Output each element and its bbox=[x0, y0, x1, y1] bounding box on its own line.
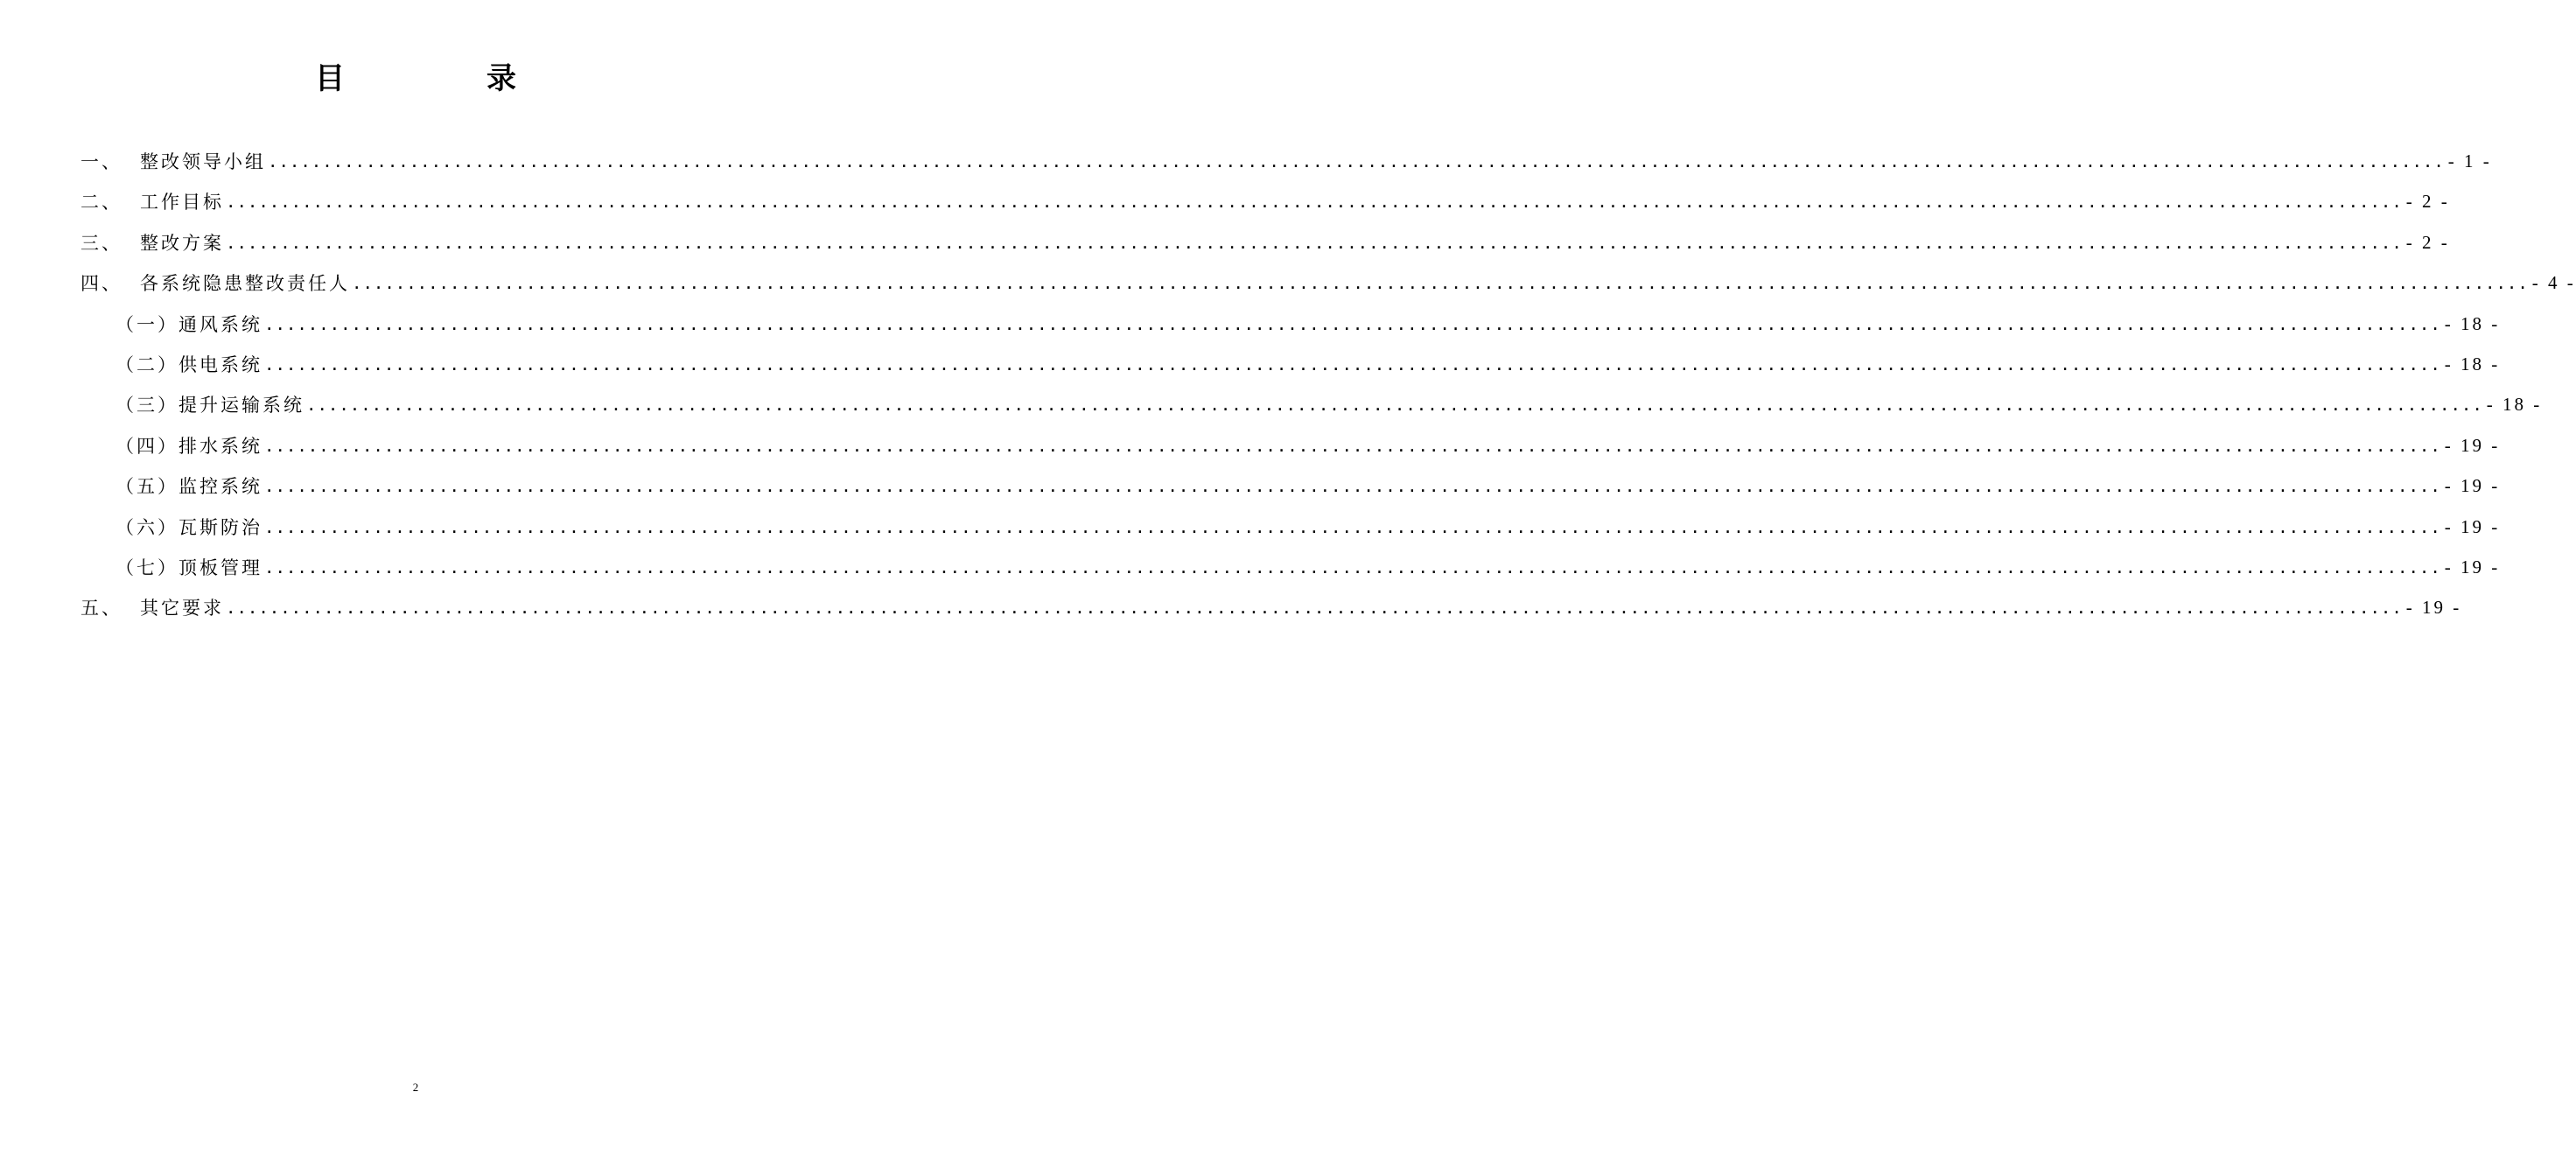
toc-entry-number: 三、 bbox=[80, 233, 122, 254]
toc-entry-4-4[interactable] bbox=[116, 430, 2501, 460]
toc-entry-number: 一、 bbox=[80, 151, 122, 172]
toc-entry-label: 监控系统 bbox=[178, 476, 262, 497]
toc-entry-page: - 18 - bbox=[2444, 312, 2501, 334]
toc-entry-4-6[interactable] bbox=[116, 512, 2501, 542]
toc-entry-page: - 2 - bbox=[2405, 231, 2450, 253]
toc-entry-label: 供电系统 bbox=[178, 354, 262, 375]
toc-entry-4-7[interactable] bbox=[116, 552, 2501, 582]
toc-entry-4-3[interactable] bbox=[116, 389, 2543, 419]
dot-leader: ........................................................................................................................................................................................................ bbox=[226, 192, 2403, 212]
toc-entry-page: - 4 - bbox=[2531, 271, 2576, 293]
toc-entry-number: （二） bbox=[116, 354, 178, 375]
dot-leader: ........................................................................................................................................................................................................ bbox=[268, 152, 2445, 172]
dot-leader: ........................................................................................................................................................................................................ bbox=[264, 477, 2441, 496]
dot-leader: ........................................................................................................................................................................................................ bbox=[264, 558, 2441, 578]
toc-entry-page: - 2 - bbox=[2405, 190, 2450, 212]
toc-entry-label: 顶板管理 bbox=[178, 557, 262, 578]
toc-entry-number: 二、 bbox=[80, 192, 122, 213]
toc-entry-4[interactable] bbox=[80, 268, 2576, 298]
toc-entry-label: 整改领导小组 bbox=[140, 151, 266, 172]
toc-entry-number: （四） bbox=[116, 436, 178, 457]
dot-leader: ........................................................................................................................................................................................................ bbox=[306, 396, 2483, 415]
dot-leader: ........................................................................................................................................................................................................ bbox=[264, 518, 2441, 537]
toc-entry-number: （六） bbox=[116, 517, 178, 538]
toc-entry-4-1[interactable] bbox=[116, 309, 2501, 339]
toc-entry-page: - 19 - bbox=[2444, 474, 2501, 496]
toc-entry-label: 瓦斯防治 bbox=[178, 517, 262, 538]
toc-entry-page: - 19 - bbox=[2444, 556, 2501, 578]
dot-leader: ........................................................................................................................................................................................................ bbox=[352, 274, 2529, 293]
toc-entry-number: （五） bbox=[116, 476, 178, 497]
toc-entry-label: 排水系统 bbox=[178, 436, 262, 457]
toc-entry-number: 四、 bbox=[80, 273, 122, 294]
toc-entry-2[interactable] bbox=[80, 186, 2450, 216]
toc-entry-number: 五、 bbox=[80, 598, 122, 619]
toc-entry-page: - 19 - bbox=[2405, 596, 2462, 618]
toc-entry-4-2[interactable] bbox=[116, 349, 2501, 379]
toc-entry-number: （三） bbox=[116, 395, 178, 416]
toc-entry-label: 通风系统 bbox=[178, 314, 262, 335]
toc-entry-page: - 18 - bbox=[2444, 353, 2501, 374]
toc-entry-label: 工作目标 bbox=[140, 192, 224, 213]
toc-entry-page: - 19 - bbox=[2444, 434, 2501, 456]
toc-entry-4-5[interactable] bbox=[116, 471, 2501, 500]
toc-entry-label: 其它要求 bbox=[140, 598, 224, 619]
page-number: 2 bbox=[412, 1081, 419, 1094]
dot-leader: ........................................................................................................................................................................................................ bbox=[226, 598, 2403, 618]
toc-entry-label: 整改方案 bbox=[140, 233, 224, 254]
page-title: 目 录 bbox=[315, 61, 572, 96]
toc-entry-page: - 19 - bbox=[2444, 515, 2501, 537]
toc-entry-label: 提升运输系统 bbox=[178, 395, 304, 416]
toc-entry-1[interactable] bbox=[80, 146, 2492, 176]
toc-entry-label: 各系统隐患整改责任人 bbox=[140, 273, 350, 294]
toc-entry-number: （一） bbox=[116, 314, 178, 335]
toc-entry-page: - 1 - bbox=[2447, 150, 2492, 172]
dot-leader: ........................................................................................................................................................................................................ bbox=[264, 315, 2441, 334]
dot-leader: ........................................................................................................................................................................................................ bbox=[264, 355, 2441, 374]
dot-leader: ........................................................................................................................................................................................................ bbox=[226, 234, 2403, 253]
toc-entry-number: （七） bbox=[116, 557, 178, 578]
toc-entry-3[interactable] bbox=[80, 228, 2450, 257]
toc-entry-page: - 18 - bbox=[2486, 393, 2543, 415]
toc-entry-5[interactable] bbox=[80, 592, 2462, 622]
dot-leader: ........................................................................................................................................................................................................ bbox=[264, 437, 2441, 456]
